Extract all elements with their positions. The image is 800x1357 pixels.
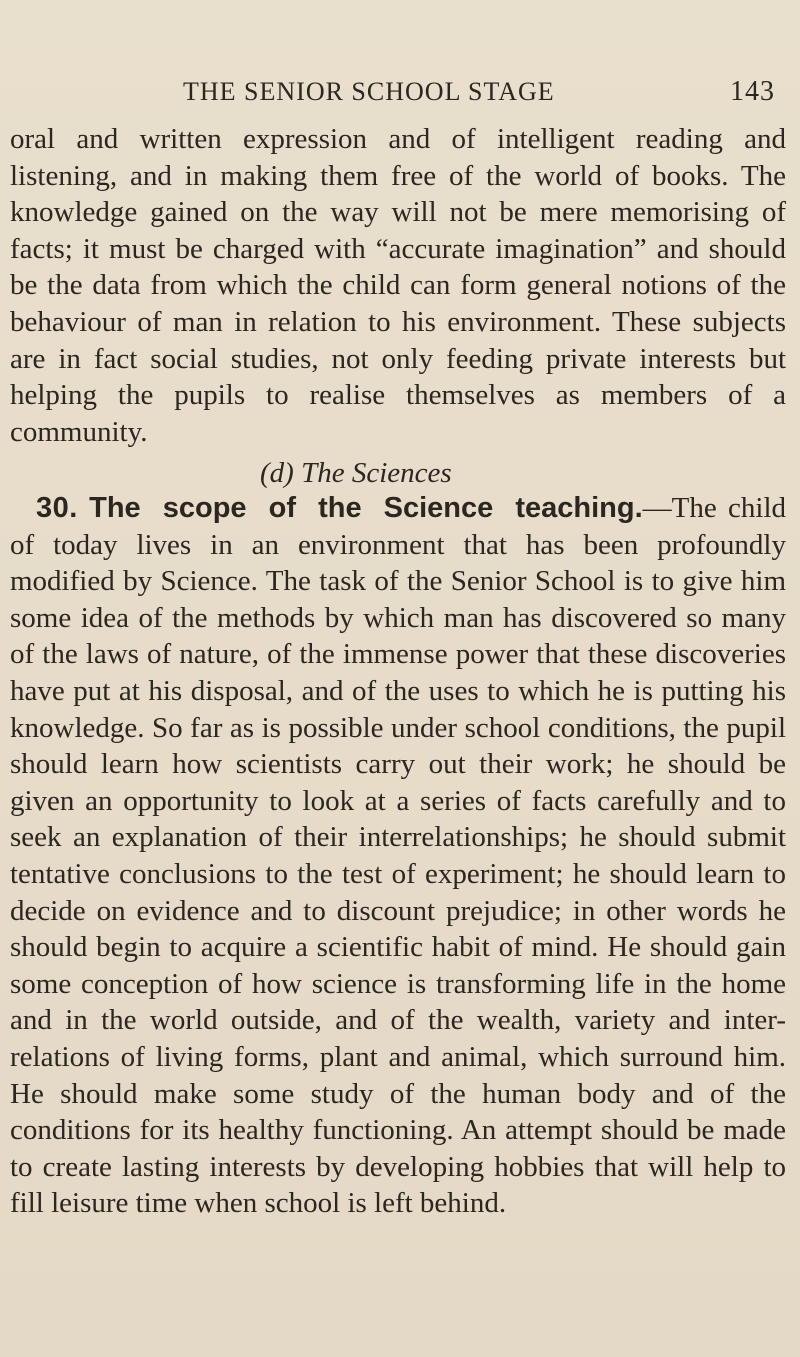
paragraph-body: —The child of today lives in an environment that has been profoundly modified by Science. The task of the Senior School is to give him some idea of the methods by which man has discovered so many of the laws of nature, of the immense power that these discoveries have put at his disposal, and of the uses to which he is putting his knowledge. So far as is possible under school conditions, the pupil should learn how scientists carry out their work; he should be given an opportunity to look at a series of facts carefully and to seek an explanation of their interrelationships; he should submit tentative conclusions to the test of experiment; he should learn to decide on evidence and to discount prejudice; in other words he should begin to acquire a scientific habit of mind. He should gain some conception of how science is transforming life in the home and in the world outside, and of the wealth, variety and inter-relations of living forms, plant and animal, which surround him. He should make some study of the human body and of the conditions for its healthy functioning. An attempt should be made to create lasting interests by developing hobbies that will help to fill leisure time when school is left behind. xyxy=(10,492,786,1220)
section-heading xyxy=(260,455,452,491)
paragraph-number: 30. xyxy=(36,492,78,524)
section-title: The Sciences xyxy=(301,457,452,489)
paragraph-continuation: oral and written expression and of intelligent reading and listening, and in making them free of the world of books. The knowledge gained on the way will not be mere memorising of facts; it must be charged with “accurate imagination” and should be the data from which the child can form general notions of the behaviour of man in relation to his environment. These subjects are in fact social studies, not only feeding private interests but helping the pupils to realise themselves as members of a community. xyxy=(10,123,786,448)
paragraph-science-scope xyxy=(10,490,786,1222)
running-head xyxy=(183,74,775,110)
running-head-title: THE SENIOR SCHOOL STAGE xyxy=(183,77,555,106)
section-letter: (d) xyxy=(260,457,294,489)
page-number: 143 xyxy=(730,76,775,107)
paragraph-title: The scope of the Science teaching. xyxy=(89,492,643,524)
